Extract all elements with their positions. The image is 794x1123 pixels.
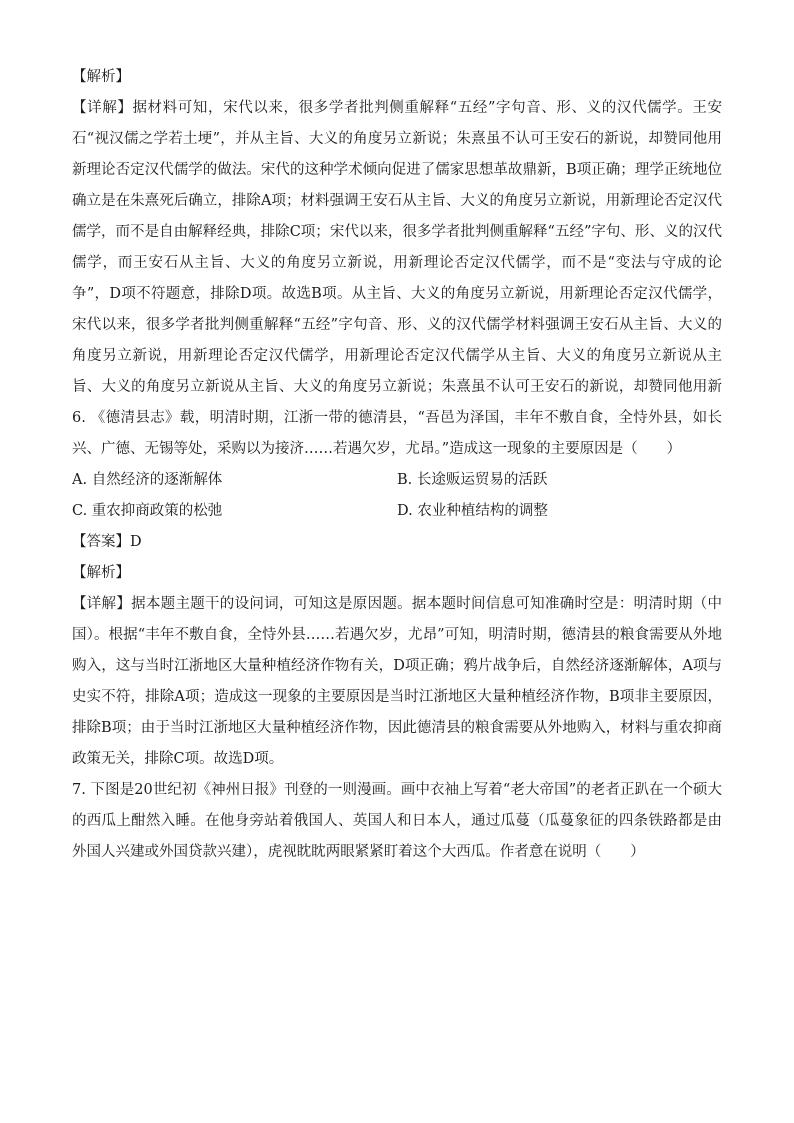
analysis-heading <box>72 62 722 93</box>
q6-detail-paragraph <box>72 589 722 775</box>
detail-label: 【详解】 <box>72 596 132 612</box>
q7-stem-text: 7. 下图是20世纪初《神州日报》刊登的一则漫画。画中衣袖上写着“老大帝国”的老者正趴在一个硕大的西瓜上酣然入睡。在他身旁站着俄国人、英国人和日本人，通过瓜蔓（瓜蔓象征的四条铁路都是由外国人兴建或外国贷款兴建），虎视眈眈两眼紧紧盯着这个大西瓜。作者意在说明（ ） <box>72 782 722 860</box>
q7-stem <box>72 775 722 868</box>
document-page <box>72 62 722 868</box>
answer-value: D <box>130 534 142 550</box>
q6-stem-text: 6. 《德清县志》载，明清时期，江浙一带的德清县，“吾邑为泽国，丰年不敷自食，全恃外县，如长兴、广德、无锡等处，采购以为接济……若遇欠岁，尤昂。”造成这一现象的主要原因是（ ） <box>72 410 722 457</box>
analysis-label: 【解析】 <box>72 565 130 581</box>
q6-answer <box>72 527 722 558</box>
q5-detail-text: 据材料可知，宋代以来，很多学者批判侧重解释“五经”字句音、形、义的汉代儒学。王安石“视汉儒之学若土埂”，并从主旨、大义的角度另立新说；朱熹虽不认可王安石的新说，却赞同他用新理论否定汉代儒学的做法。宋代的这种学术倾向促进了儒家思想革故鼎新，B项正确；理学正统地位确立是在朱熹死后确立，排除A项；材料强调王安石从主旨、大义的角度另立新说，用新理论否定汉代儒学，而不是自由解释经典，排除C项；宋代以来，很多学者批判侧重解释“五经”字句、形、义的汉代儒学，而王安石从主旨、大义的角度另立新说，用新理论否定汉代儒学，而不是“变法与守成的论争”，D项不符题意，排除D项。故选B项。从主旨、大义的角度另立新说，用新理论否定汉代儒学，宋代以来，很多学者批判侧重解释“五经”字句音、形、义的汉代儒学材料强调王安石从主旨、大义的角度另立新说，用新理论否定汉代儒学，用新理论否定汉代儒学从主旨、大义的角度另立新说从主旨、大义的角度另立新说从主旨、大义的角度另立新说；朱熹虽不认可王安石的新说，却赞同他用新 <box>72 100 722 395</box>
q6-analysis-heading <box>72 558 722 589</box>
q6-stem <box>72 403 722 465</box>
analysis-label: 【解析】 <box>72 69 130 85</box>
answer-label: 【答案】 <box>72 534 130 550</box>
q6-detail-text: 据本题主题干的设问词，可知这是原因题。据本题时间信息可知准确时空是：明清时期（中国）。根据“丰年不敷自食，全恃外县……若遇欠岁，尤昂”可知，明清时期，德清县的粮食需要从外地购入，这与当时江浙地区大量种植经济作物有关，D项正确；鸦片战争后，自然经济逐渐解体，A项与史实不符，排除A项；造成这一现象的主要原因是当时江浙地区大量种植经济作物，B项非主要原因，排除B项；由于当时江浙地区大量种植经济作物，因此德清县的粮食需要从外地购入，材料与重农抑商政策无关，排除C项。故选D项。 <box>72 596 722 767</box>
detail-label: 【详解】 <box>72 100 133 116</box>
q6-option-d: D. 农业种植结构的调整 <box>397 503 548 519</box>
q6-option-c: C. 重农抑商政策的松弛 <box>72 503 223 519</box>
q6-option-b: B. 长途贩运贸易的活跃 <box>397 472 548 488</box>
q6-option-a: A. 自然经济的逐渐解体 <box>72 472 223 488</box>
q6-options <box>72 465 722 527</box>
q5-detail-paragraph <box>72 93 722 403</box>
